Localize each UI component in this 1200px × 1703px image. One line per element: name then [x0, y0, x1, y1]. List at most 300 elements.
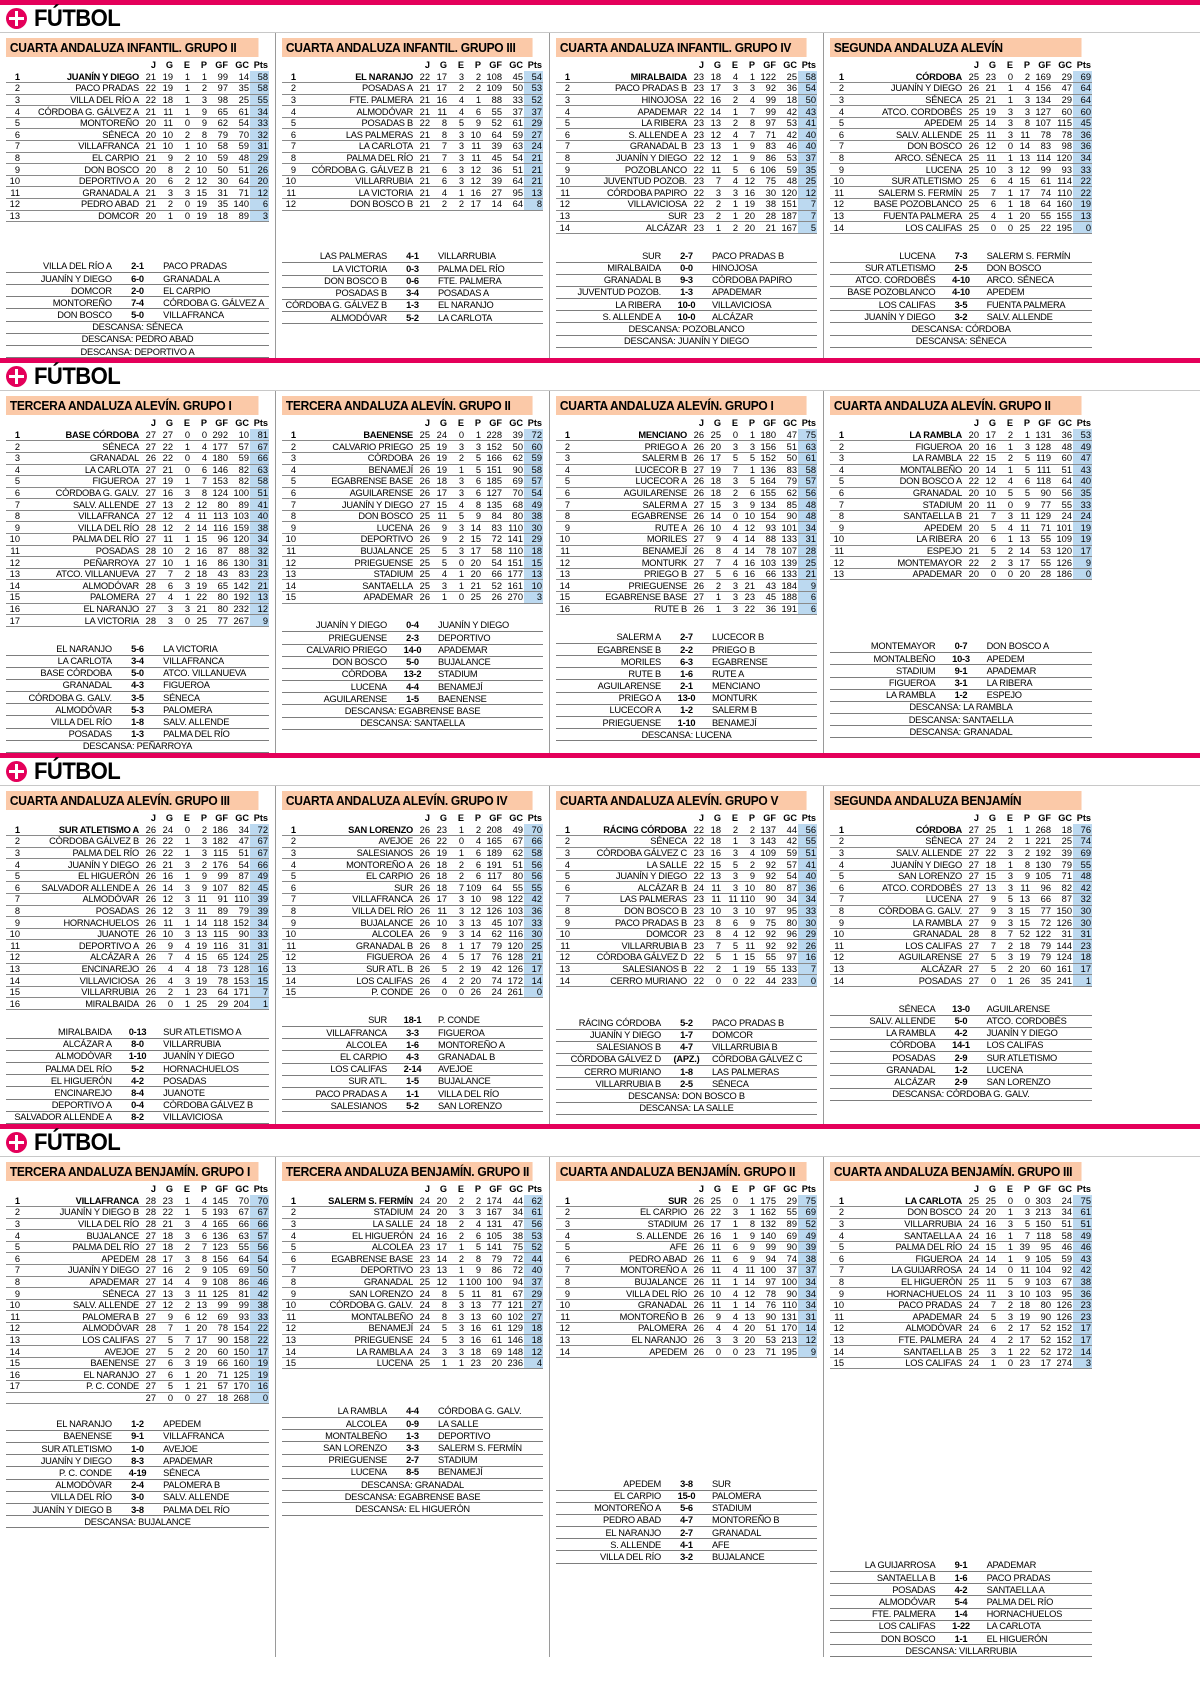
row-team-name: VILLARRUBIA — [297, 175, 414, 187]
result-row — [830, 1052, 1092, 1064]
result-home-team: SALV. ALLENDE — [830, 1015, 937, 1027]
result-away-team: LA RIBERA — [985, 677, 1092, 689]
row-position: 5 — [830, 1241, 845, 1253]
row-lost: 25 — [191, 615, 208, 627]
row-won: 18 — [431, 882, 448, 894]
row-team-name: SUR — [571, 210, 688, 222]
table-row — [830, 117, 1092, 129]
table-row — [830, 429, 1092, 441]
row-played: 24 — [414, 1218, 431, 1230]
result-row — [282, 1100, 543, 1112]
row-drawn: 11 — [722, 894, 739, 906]
row-won: 16 — [157, 870, 174, 882]
row-team-name: LOS CALIFAS — [21, 1334, 140, 1346]
row-team-name: DEPORTIVO — [297, 1265, 414, 1277]
row-goals-for: 132 — [756, 1218, 777, 1230]
row-team-name: GRANADAL A — [21, 187, 140, 199]
row-points: 70 — [250, 1195, 269, 1207]
row-position: 9 — [830, 522, 845, 534]
row-played: 24 — [963, 1311, 980, 1323]
row-team-name: MIRALBAIDA — [571, 71, 688, 83]
header-pos — [556, 812, 571, 824]
row-drawn: 4 — [722, 928, 739, 940]
result-away-team: AVEJOE — [161, 1443, 269, 1455]
row-played: 26 — [963, 141, 980, 153]
row-won: 21 — [980, 94, 997, 106]
table-row — [6, 164, 269, 176]
table-row — [6, 870, 269, 882]
row-goals-for: 76 — [482, 952, 503, 964]
row-lost: 13 — [465, 1299, 482, 1311]
row-goals-for: 58 — [482, 545, 503, 557]
header-team — [297, 812, 414, 824]
row-goals-against: 92 — [777, 940, 798, 952]
result-row — [830, 689, 1092, 701]
row-team-name: SALVADOR ALLENDE A — [21, 882, 140, 894]
result-row — [830, 1064, 1092, 1076]
row-position: 2 — [282, 836, 297, 848]
header-g: G — [713, 60, 721, 70]
table-row — [282, 476, 543, 488]
table-row — [830, 499, 1092, 511]
row-team-name: POSADAS — [21, 905, 140, 917]
row-goals-against: 55 — [503, 882, 524, 894]
table-row — [282, 1299, 543, 1311]
row-goals-against: 57 — [777, 859, 798, 871]
row-points: 21 — [798, 568, 817, 580]
row-goals-for: 118 — [1031, 1230, 1052, 1242]
row-played: 25 — [414, 580, 431, 592]
result-score: 5-0 — [114, 667, 161, 679]
row-team-name: LUCENA — [297, 1357, 414, 1369]
result-home-team: JUANÍN Y DIEGO — [6, 272, 114, 284]
table-row — [830, 129, 1092, 141]
row-position: 3 — [830, 452, 845, 464]
row-goals-for: 90 — [208, 1334, 229, 1346]
row-played: 20 — [140, 164, 157, 176]
row-points: 29 — [524, 117, 543, 129]
league-title: CUARTA ANDALUZA BENJAMÍN. GRUPO II — [556, 1162, 807, 1181]
row-drawn: 2 — [997, 1299, 1014, 1311]
row-played: 26 — [140, 917, 157, 929]
row-position: 15 — [6, 592, 21, 604]
row-goals-against: 49 — [503, 824, 524, 836]
row-won: 21 — [157, 1218, 174, 1230]
row-lost: 20 — [191, 1323, 208, 1335]
result-score: 4-10 — [937, 286, 984, 298]
row-position: 9 — [556, 522, 571, 534]
league-title: TERCERA ANDALUZA BENJAMÍN. GRUPO II — [282, 1162, 533, 1181]
result-row — [830, 1608, 1092, 1620]
row-won: 14 — [980, 117, 997, 129]
row-goals-against: 66 — [229, 1218, 250, 1230]
table-row — [6, 452, 269, 464]
row-position: 5 — [556, 1241, 571, 1253]
table-row — [6, 487, 269, 499]
row-goals-against: 70 — [229, 129, 250, 141]
row-drawn: 1 — [174, 592, 191, 604]
row-position: 4 — [282, 1230, 297, 1242]
table-row — [6, 1346, 269, 1358]
row-team-name: DEPORTIVO A — [21, 940, 140, 952]
row-team-name: VILLAFRANCA — [21, 510, 140, 522]
row-drawn: 1 — [174, 917, 191, 929]
table-row — [282, 71, 543, 83]
row-position: 4 — [556, 106, 571, 118]
row-points: 34 — [250, 917, 269, 929]
row-goals-against: 39 — [503, 429, 524, 441]
row-won: 1 — [705, 222, 722, 234]
row-won: 6 — [157, 1369, 174, 1381]
row-team-name: VILLARRUBIA B — [571, 940, 688, 952]
standings-table — [830, 59, 1092, 234]
row-drawn: 0 — [174, 452, 191, 464]
row-team-name: ALCÁZAR B — [571, 882, 688, 894]
row-team-name: POSADAS A — [297, 83, 414, 95]
league-column-1 — [0, 391, 276, 753]
result-score: 13-0 — [663, 692, 710, 704]
rest-label: DESCANSA: EGABRENSE BASE — [282, 705, 543, 717]
row-position: 2 — [282, 83, 297, 95]
row-lost: 26 — [465, 986, 482, 998]
row-position: 8 — [830, 1276, 845, 1288]
row-lost: 17 — [465, 545, 482, 557]
row-played: 26 — [688, 1311, 705, 1323]
row-drawn: 1 — [174, 986, 191, 998]
row-position: 2 — [282, 441, 297, 453]
result-score: 8-0 — [114, 1038, 161, 1050]
rest-row — [6, 1516, 269, 1528]
row-lost: 6 — [1014, 476, 1031, 488]
row-won: 17 — [431, 487, 448, 499]
row-position: 5 — [282, 476, 297, 488]
row-goals-for: 87 — [208, 545, 229, 557]
result-row — [6, 716, 269, 728]
row-played: 25 — [414, 557, 431, 569]
row-position: 2 — [6, 441, 21, 453]
row-points: 74 — [1073, 836, 1092, 848]
row-goals-for: 111 — [1031, 464, 1052, 476]
table-row — [830, 557, 1092, 569]
header-j: J — [150, 813, 156, 823]
row-position: 12 — [6, 1323, 21, 1335]
header-j: J — [698, 1184, 704, 1194]
row-lost: 25 — [1014, 222, 1031, 234]
row-points: 3 — [1073, 1357, 1092, 1369]
row-goals-against: 67 — [1052, 1276, 1073, 1288]
row-points: 6 — [250, 199, 269, 211]
table-row — [830, 952, 1092, 964]
row-goals-against: 129 — [503, 1323, 524, 1335]
row-drawn: 0 — [997, 222, 1014, 234]
result-row — [830, 1003, 1092, 1015]
row-played: 24 — [414, 1346, 431, 1358]
row-lost: 11 — [465, 1288, 482, 1300]
row-points: 36 — [1073, 141, 1092, 153]
row-points: 52 — [524, 94, 543, 106]
row-points: 32 — [250, 545, 269, 557]
row-goals-against: 51 — [777, 441, 798, 453]
row-goals-against: 241 — [1052, 975, 1073, 987]
header-pos — [556, 1183, 571, 1195]
row-lost: 12 — [739, 522, 756, 534]
row-team-name: CÓRDOBA GÁLVEZ B — [21, 836, 140, 848]
rest-row — [830, 1088, 1092, 1100]
row-team-name: MONTOREÑO A — [297, 859, 414, 871]
row-goals-for: 124 — [208, 487, 229, 499]
row-drawn: 3 — [448, 129, 465, 141]
result-row — [6, 679, 269, 691]
row-position: 13 — [830, 210, 845, 222]
row-played: 22 — [414, 117, 431, 129]
result-away-team: GRANADAL — [710, 1527, 817, 1539]
table-row — [556, 441, 817, 453]
row-goals-against: 122 — [503, 894, 524, 906]
result-home-team: MORILES — [556, 656, 663, 668]
row-won: 13 — [705, 870, 722, 882]
row-points: 51 — [250, 487, 269, 499]
results-block — [556, 1478, 817, 1564]
row-won: 22 — [157, 836, 174, 848]
result-row — [556, 1527, 817, 1539]
row-played: 26 — [414, 452, 431, 464]
row-drawn: 4 — [722, 1288, 739, 1300]
row-won: 11 — [705, 882, 722, 894]
row-drawn: 3 — [722, 882, 739, 894]
row-drawn: 3 — [722, 499, 739, 511]
row-points: 13 — [1073, 210, 1092, 222]
row-goals-for: 18 — [208, 1392, 229, 1404]
row-points: 24 — [524, 141, 543, 153]
row-lost: 1 — [191, 71, 208, 83]
result-row — [556, 668, 817, 680]
row-team-name: JUANÍN Y DIEGO — [845, 859, 963, 871]
row-goals-against: 67 — [503, 836, 524, 848]
row-won: 11 — [705, 1276, 722, 1288]
row-won: 11 — [980, 129, 997, 141]
row-won: 3 — [980, 1346, 997, 1358]
row-lost: 9 — [191, 1276, 208, 1288]
row-team-name: BENAMEJÍ — [297, 464, 414, 476]
row-goals-for: 191 — [482, 859, 503, 871]
row-won: 24 — [980, 836, 997, 848]
rest-label: DESCANSA: PEÑARROYA — [6, 740, 269, 752]
table-row — [830, 1195, 1092, 1207]
table-row — [6, 1195, 269, 1207]
row-goals-for: 88 — [482, 94, 503, 106]
table-row — [6, 1218, 269, 1230]
table-row — [830, 847, 1092, 859]
table-row — [830, 1334, 1092, 1346]
row-position: 4 — [282, 464, 297, 476]
row-team-name: PACO PRADAS B — [571, 83, 688, 95]
row-position: 12 — [6, 557, 21, 569]
result-away-team: PACO PRADAS B — [710, 250, 817, 262]
row-position: 17 — [6, 615, 21, 627]
row-goals-for: 177 — [208, 441, 229, 453]
row-goals-against: 128 — [503, 952, 524, 964]
header-gf: GF — [1038, 418, 1051, 429]
row-team-name: DEPORTIVO A — [21, 175, 140, 187]
row-team-name: PRIEGUENSE — [297, 1334, 414, 1346]
table-row — [6, 522, 269, 534]
rest-row — [830, 714, 1092, 726]
row-team-name: JUVENTUD POZOB. — [571, 175, 688, 187]
table-row — [6, 441, 269, 453]
row-position: 12 — [6, 199, 21, 211]
table-row — [6, 928, 269, 940]
row-lost: 1 — [739, 429, 756, 441]
row-played: 24 — [414, 1207, 431, 1219]
row-goals-against: 114 — [1052, 175, 1073, 187]
row-position: 14 — [556, 975, 571, 987]
league-column-4 — [824, 391, 1098, 753]
result-home-team: SAN LORENZO — [282, 1442, 389, 1454]
row-position: 1 — [830, 1195, 845, 1207]
row-goals-against: 54 — [229, 117, 250, 129]
row-position: 10 — [282, 928, 297, 940]
row-goals-for: 99 — [208, 870, 229, 882]
league-title: CUARTA ANDALUZA INFANTIL. GRUPO III — [282, 38, 533, 57]
row-team-name: APADEMAR — [21, 1276, 140, 1288]
row-lost: 15 — [191, 534, 208, 546]
row-played: 24 — [963, 1323, 980, 1335]
row-points: 13 — [524, 187, 543, 199]
row-goals-for: 94 — [756, 1253, 777, 1265]
result-row — [556, 1490, 817, 1502]
row-won: 4 — [431, 952, 448, 964]
league-section-2 — [0, 358, 1200, 753]
table-row — [6, 129, 269, 141]
row-drawn: 3 — [448, 175, 465, 187]
row-points: 25 — [250, 952, 269, 964]
row-lost: 13 — [465, 1311, 482, 1323]
row-position: 13 — [830, 963, 845, 975]
row-won: 4 — [980, 210, 997, 222]
header-g: G — [165, 418, 173, 429]
row-points: 75 — [1073, 1195, 1092, 1207]
row-lost: 14 — [191, 522, 208, 534]
result-away-team: PACO PRADAS — [985, 1572, 1092, 1584]
row-position: 5 — [282, 870, 297, 882]
row-goals-against: 151 — [777, 199, 798, 211]
row-lost: 3 — [191, 94, 208, 106]
row-position: 3 — [556, 847, 571, 859]
result-away-team: SUR ATLETISMO — [985, 1052, 1092, 1064]
row-points: 56 — [524, 870, 543, 882]
row-played: 26 — [414, 836, 431, 848]
table-row — [830, 94, 1092, 106]
row-team-name: EL NARANJO — [21, 603, 140, 615]
row-won: 13 — [705, 117, 722, 129]
row-points: 6 — [798, 603, 817, 615]
table-row — [830, 522, 1092, 534]
rest-row — [830, 1645, 1092, 1657]
row-team-name: STADIUM — [845, 499, 963, 511]
row-lost: 13 — [1014, 534, 1031, 546]
table-row — [556, 1288, 817, 1300]
header-p: P — [1023, 1184, 1030, 1194]
row-points: 31 — [250, 940, 269, 952]
row-played: 22 — [688, 963, 705, 975]
row-drawn: 6 — [722, 1241, 739, 1253]
row-played: 26 — [688, 1253, 705, 1265]
row-points: 67 — [250, 836, 269, 848]
result-row — [6, 1467, 269, 1479]
header-e: E — [731, 1184, 738, 1194]
row-drawn: 0 — [174, 1392, 191, 1404]
row-goals-for: 45 — [756, 592, 777, 604]
row-won: 15 — [705, 859, 722, 871]
row-played: 27 — [140, 1357, 157, 1369]
row-won: 22 — [980, 847, 997, 859]
row-team-name: MONTOREÑO — [21, 117, 140, 129]
row-goals-against: 35 — [229, 83, 250, 95]
row-team-name: CÓRDOBA — [845, 824, 963, 836]
header-j: J — [698, 813, 704, 823]
row-team-name: GRANADAL — [845, 928, 963, 940]
row-position: 11 — [282, 940, 297, 952]
row-position: 14 — [556, 222, 571, 234]
result-home-team: DON BOSCO B — [282, 275, 389, 287]
row-lost: 5 — [739, 476, 756, 488]
row-goals-for: 78 — [208, 975, 229, 987]
row-points: 75 — [798, 1195, 817, 1207]
table-row — [282, 836, 543, 848]
result-score: 14-1 — [937, 1039, 984, 1051]
row-goals-against: 44 — [503, 1195, 524, 1207]
row-position: 13 — [556, 963, 571, 975]
row-team-name: SÉNECA — [21, 1288, 140, 1300]
row-goals-for: 76 — [756, 1299, 777, 1311]
row-points: 53 — [1073, 429, 1092, 441]
row-goals-for: 66 — [482, 568, 503, 580]
row-played: 26 — [688, 476, 705, 488]
row-won: 17 — [705, 83, 722, 95]
row-goals-for: 57 — [208, 1381, 229, 1393]
row-goals-against: 153 — [229, 975, 250, 987]
row-goals-against: 99 — [229, 1299, 250, 1311]
row-goals-against: 90 — [777, 510, 798, 522]
row-drawn: 1 — [722, 952, 739, 964]
row-drawn: 1 — [448, 568, 465, 580]
table-row — [556, 487, 817, 499]
row-played: 25 — [963, 152, 980, 164]
row-team-name: LA RAMBLA — [845, 452, 963, 464]
row-played: 26 — [688, 1299, 705, 1311]
row-played: 21 — [140, 187, 157, 199]
row-won: 10 — [705, 522, 722, 534]
row-points: 69 — [1073, 71, 1092, 83]
result-home-team: FTE. PALMERA — [830, 1608, 937, 1620]
row-goals-for: 134 — [756, 499, 777, 511]
row-lost: 2 — [739, 824, 756, 836]
row-drawn: 5 — [722, 859, 739, 871]
row-team-name: LA SALLE — [297, 1218, 414, 1230]
row-position: 10 — [556, 534, 571, 546]
row-team-name: STADIUM — [297, 1207, 414, 1219]
row-drawn: 1 — [997, 187, 1014, 199]
table-row — [6, 1323, 269, 1335]
row-lost: 6 — [465, 847, 482, 859]
result-score: 9-1 — [937, 1559, 984, 1571]
row-lost: 13 — [465, 917, 482, 929]
row-lost: 2 — [191, 83, 208, 95]
result-away-team: PALMA DEL RÍO — [985, 1596, 1092, 1608]
header-pos — [830, 1183, 845, 1195]
row-lost: 26 — [1014, 975, 1031, 987]
row-team-name: MONTEMAYOR — [845, 557, 963, 569]
